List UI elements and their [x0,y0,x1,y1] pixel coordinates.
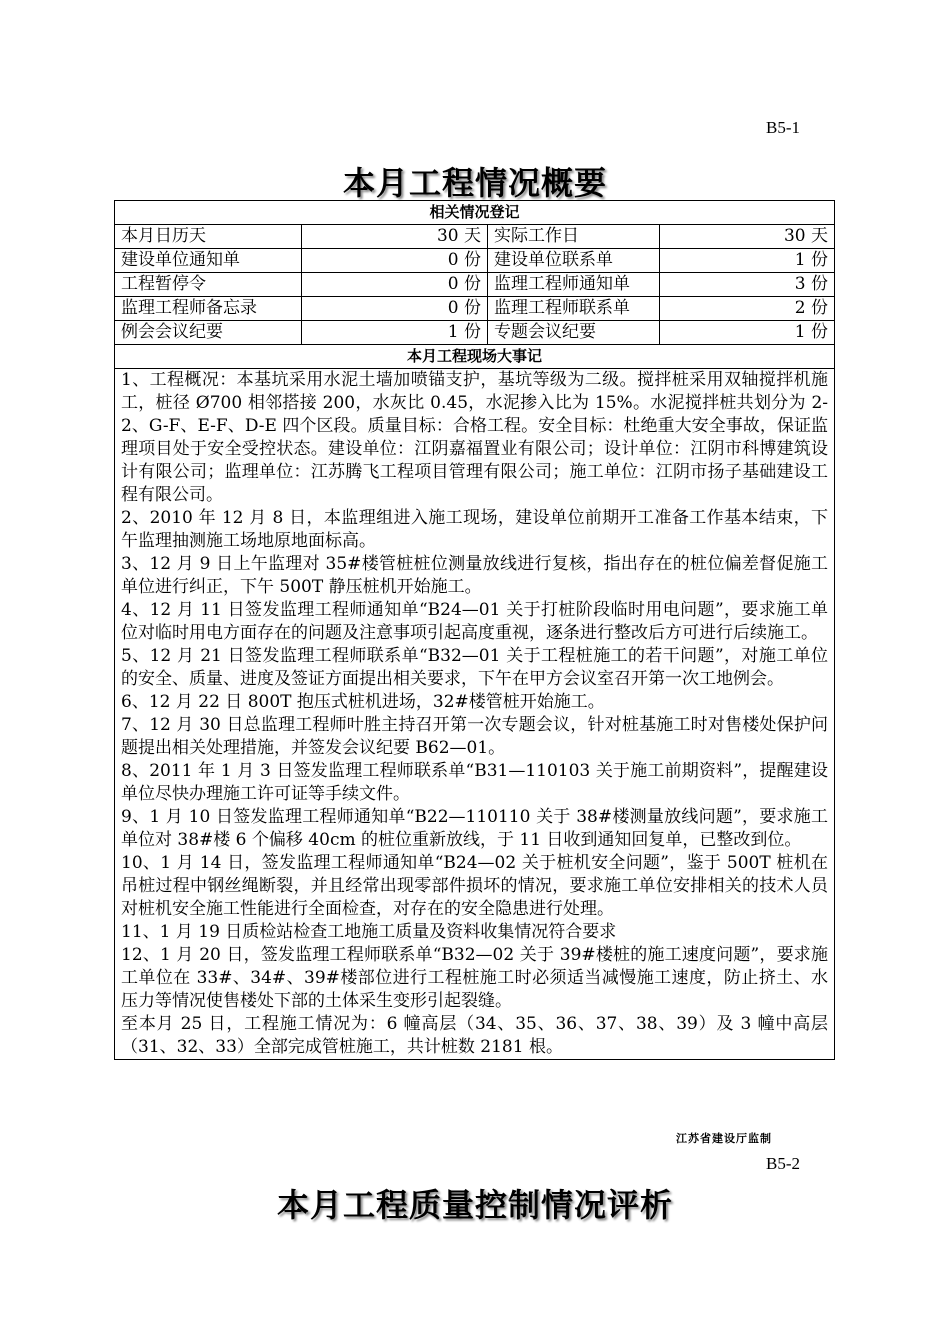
row-label-right: 监理工程师联系单 [488,297,660,321]
event-item: 2、2010 年 12 月 8 日，本监理组进入施工现场，建设单位前期开工准备工作基本结束，下午监理抽测施工场地原地面标高。 [121,508,829,551]
row-value-right: 30 天 [660,225,835,249]
table-row [115,249,835,273]
row-value-left: 1 份 [302,321,488,345]
event-item: 12、1 月 20 日，签发监理工程师联系单“B32—02 关于 39#楼桩的施工速度问题”，要求施工单位在 33#、34#、39#楼部位进行工程桩施工时必须适当减慢施工速度，防止挤土、水压力等情况使售楼处下部的土体采生变形引起裂缝。 [121,945,829,1011]
row-label-right: 监理工程师通知单 [488,273,660,297]
footer-note: 江苏省建设厅监制 [676,1132,772,1145]
row-value-right: 2 份 [660,297,835,321]
events-header-row [115,345,835,369]
row-value-left: 0 份 [302,249,488,273]
registry-header: 相关情况登记 [115,201,835,225]
table-row [115,321,835,345]
event-item: 1、工程概况：本基坑采用水泥土墙加喷锚支护，基坑等级为二级。搅拌桩采用双轴搅拌机施工，桩径 Ø700 相邻搭接 200，水灰比 0.45，水泥掺入比为 15%。水泥搅拌桩共划分为 2-2、G-F、E-F、D-E 四个区段。质量目标：合格工程。安全目标：杜绝重大安全事故，保证监理项目处于安全受控状态。建设单位：江阴嘉福置业有限公司；设计单位：江阴市科博建筑设计有限公司；监理单位：江苏腾飞工程项目管理有限公司；施工单位：江阴市扬子基础建设工程有限公司。 [121,370,829,505]
event-item: 3、12 月 9 日上午监理对 35#楼管桩桩位测量放线进行复核，指出存在的桩位偏差督促施工单位进行纠正，下午 500T 静压桩机开始施工。 [121,554,829,597]
row-value-left: 0 份 [302,297,488,321]
row-value-right: 3 份 [660,273,835,297]
row-value-right: 1 份 [660,249,835,273]
table-row [115,273,835,297]
event-item: 7、12 月 30 日总监理工程师叶胜主持召开第一次专题会议，针对桩基施工时对售楼处保护问题提出相关处理措施，并签发会议纪要 B62—01。 [121,715,829,758]
row-label-right: 建设单位联系单 [488,249,660,273]
event-item: 4、12 月 11 日签发监理工程师通知单“B24—01 关于打桩阶段临时用电问题”，要求施工单位对临时用电方面存在的问题及注意事项引起高度重视，逐条进行整改后方可进行后续施工。 [121,600,829,643]
event-item: 10、1 月 14 日，签发监理工程师通知单“B24—02 关于桩机安全问题”，鉴于 500T 桩机在吊桩过程中钢丝绳断裂，并且经常出现零部件损坏的情况，要求施工单位安排相关的技术人员对桩机安全施工性能进行全面检查，对存在的安全隐患进行处理。 [121,853,829,919]
table-row [115,297,835,321]
form-code: B5-1 [766,118,800,137]
row-label-left: 本月日历天 [115,225,302,249]
event-summary: 至本月 25 日，工程施工情况为：6 幢高层（34、35、36、37、38、39）及 3 幢中高层（31、32、33）全部完成管桩施工，共计桩数 2181 根。 [121,1014,829,1057]
row-label-left: 监理工程师备忘录 [115,297,302,321]
summary-table [114,200,835,1060]
table-row [115,225,835,249]
event-item: 9、1 月 10 日签发监理工程师通知单“B22—110110 关于 38#楼测量放线问题”，要求施工单位对 38#楼 6 个偏移 40cm 的桩位重新放线，于 11 日收到通知回复单，已整改到位。 [121,807,829,850]
event-item: 5、12 月 21 日签发监理工程师联系单“B32—01 关于工程桩施工的若干问题”，对施工单位的安全、质量、进度及签证方面提出相关要求，下午在甲方会议室召开第一次工地例会。 [121,646,829,689]
event-item: 11、1 月 19 日质检站检查工地施工质量及资料收集情况符合要求 [121,922,617,942]
form-code-2: B5-2 [766,1154,800,1173]
row-value-left: 30 天 [302,225,488,249]
page-title-2: 本月工程质量控制情况评析 [276,1186,673,1224]
page-title: 本月工程情况概要 [342,164,607,202]
row-value-right: 1 份 [660,321,835,345]
row-label-left: 建设单位通知单 [115,249,302,273]
events-row [115,369,835,1060]
row-value-left: 0 份 [302,273,488,297]
events-cell [115,369,835,1060]
registry-header-row [115,201,835,225]
events-header: 本月工程现场大事记 [115,345,835,369]
row-label-right: 专题会议纪要 [488,321,660,345]
event-item: 6、12 月 22 日 800T 抱压式桩机进场，32#楼管桩开始施工。 [121,692,605,712]
row-label-right: 实际工作日 [488,225,660,249]
row-label-left: 例会会议纪要 [115,321,302,345]
row-label-left: 工程暂停令 [115,273,302,297]
event-item: 8、2011 年 1 月 3 日签发监理工程师联系单“B31—110103 关于施工前期资料”，提醒建设单位尽快办理施工许可证等手续文件。 [121,761,829,804]
